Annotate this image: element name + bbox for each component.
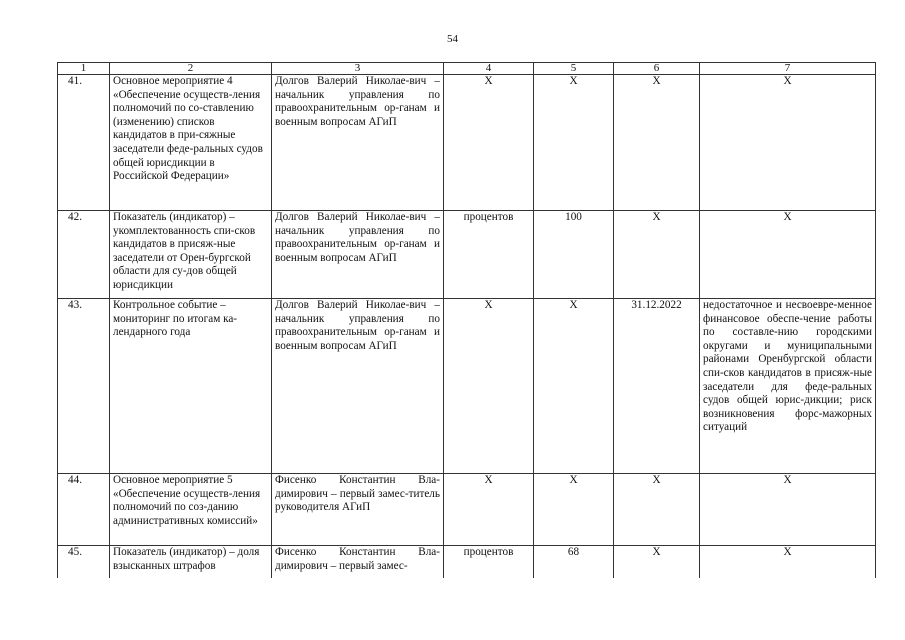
measure-name: Показатель (индикатор) – доля взысканных штрафов (110, 546, 272, 579)
value-cell: 68 (534, 546, 614, 579)
unit-cell: процентов (444, 211, 534, 299)
unit-cell: Х (444, 474, 534, 546)
measure-name: Контрольное событие – мониторинг по итогам ка-лендарного года (110, 299, 272, 474)
page-number: 54 (447, 33, 458, 45)
date-cell: 31.12.2022 (614, 299, 700, 474)
date-cell: Х (614, 474, 700, 546)
measure-name: Показатель (индикатор) – укомплектованность спи-сков кандидатов в присяж-ные заседатели от Орен-бургской области для су-дов общей юрисдикции (110, 211, 272, 299)
measure-name: Основное мероприятие 4 «Обеспечение осуществ-ления полномочий по со-ставлению (изменению) списков кандидатов в при-сяжные заседатели феде-ральных судов общей юрисдикции в Российской Федерации» (110, 75, 272, 211)
header-row (58, 63, 876, 75)
column-header: 6 (614, 63, 700, 75)
risk-cell: Х (700, 75, 876, 211)
column-header: 3 (272, 63, 444, 75)
measure-name: Основное мероприятие 5 «Обеспечение осуществ-ления полномочий по соз-данию административных комиссий» (110, 474, 272, 546)
table-row (58, 75, 876, 211)
row-number: 42. (58, 211, 110, 299)
column-header: 1 (58, 63, 110, 75)
data-table (57, 62, 876, 578)
risk-cell: Х (700, 546, 876, 579)
column-header: 2 (110, 63, 272, 75)
date-cell: Х (614, 75, 700, 211)
unit-cell: процентов (444, 546, 534, 579)
date-cell: Х (614, 546, 700, 579)
row-number: 45. (58, 546, 110, 579)
responsible-person: Долгов Валерий Николае-вич – начальник управления по правоохранительным ор-ганам и военным вопросам АГиП (272, 211, 444, 299)
table-container (57, 62, 877, 578)
responsible-person: Фисенко Константин Вла-димирович – первый замес-титель руководителя АГиП (272, 474, 444, 546)
date-cell: Х (614, 211, 700, 299)
risk-cell: недостаточное и несвоевре-менное финансовое обеспе-чение работы по составле-нию городскими округами и муниципальными районами Оренбургской области спи-сков кандидатов в присяж-ные заседатели для феде-ральных судов общей юрис-дикции; риск возникновения форс-мажорных ситуаций (700, 299, 876, 474)
responsible-person: Фисенко Константин Вла-димирович – первый замес- (272, 546, 444, 579)
table-row (58, 299, 876, 474)
responsible-person: Долгов Валерий Николае-вич – начальник управления по правоохранительным ор-ганам и военным вопросам АГиП (272, 75, 444, 211)
row-number: 44. (58, 474, 110, 546)
risk-cell: Х (700, 474, 876, 546)
column-header: 7 (700, 63, 876, 75)
row-number: 41. (58, 75, 110, 211)
responsible-person: Долгов Валерий Николае-вич – начальник управления по правоохранительным ор-ганам и военным вопросам АГиП (272, 299, 444, 474)
value-cell: Х (534, 75, 614, 211)
column-header: 4 (444, 63, 534, 75)
column-header: 5 (534, 63, 614, 75)
table-row (58, 474, 876, 546)
value-cell: Х (534, 474, 614, 546)
unit-cell: Х (444, 299, 534, 474)
unit-cell: Х (444, 75, 534, 211)
table-row (58, 211, 876, 299)
row-number: 43. (58, 299, 110, 474)
value-cell: Х (534, 299, 614, 474)
risk-cell: Х (700, 211, 876, 299)
table-row (58, 546, 876, 579)
value-cell: 100 (534, 211, 614, 299)
